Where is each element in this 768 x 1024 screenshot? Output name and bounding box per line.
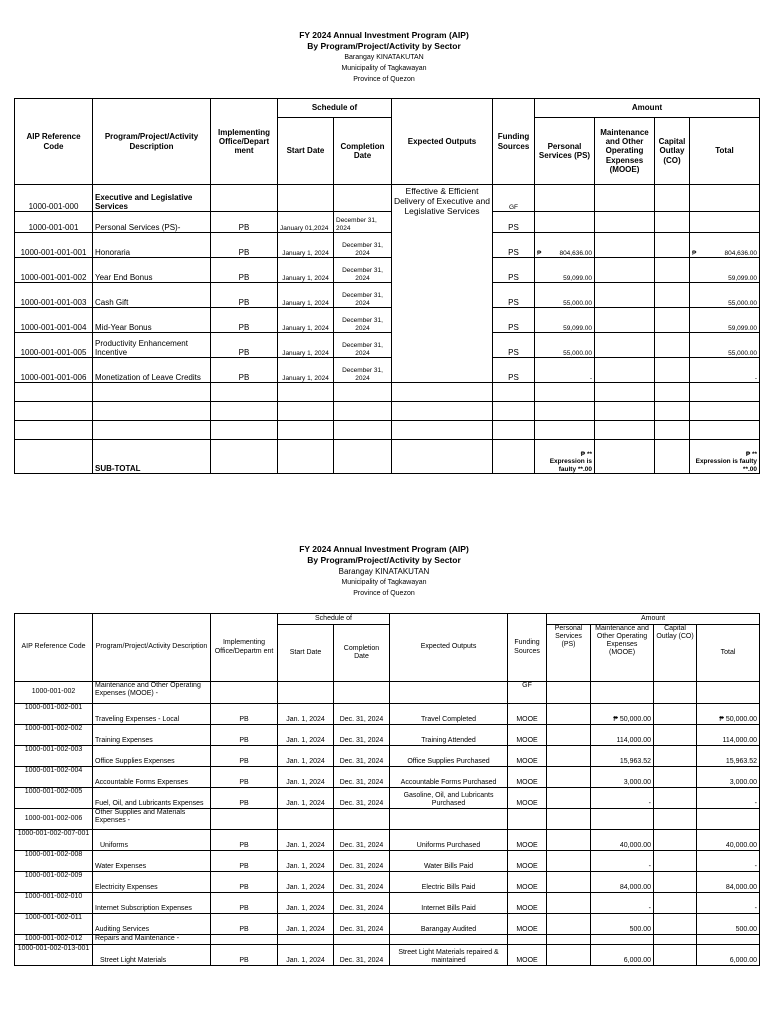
header-amount: Amount — [547, 614, 760, 625]
table-row: 1000-001-002-013-001 Street Light Materials PB Jan. 1, 2024 Dec. 31, 2024 Street Light Materials repaired & maintained MOOE 6,000.00 6,000.00 — [15, 945, 760, 966]
table-row: 1000-001-002 Maintenance and Other Operating Expenses (MOOE) - GF — [15, 682, 760, 704]
aip-table-mooe — [14, 613, 760, 966]
subtotal-label: SUB-TOTAL — [93, 440, 211, 474]
table-row: 1000-001-002-011 Auditing Services PB Jan. 1, 2024 Dec. 31, 2024 Barangay Audited MOOE 500.00 500.00 — [15, 914, 760, 935]
table-row: 1000-001-002-002 Training Expenses PB Jan. 1, 2024 Dec. 31, 2024 Training Attended MOOE 114,000.00 114,000.00 — [15, 725, 760, 746]
table-row: 1000-001-001-001 Honoraria PB January 1, 2024 December 31, 2024 PS ₱ 804,636.00 ₱ 804,636.00 — [15, 233, 760, 258]
barangay-name: Barangay KINATAKUTAN — [338, 567, 430, 576]
error-text: Expression is faulty **.00 — [695, 458, 758, 473]
header-office: Implementing Office/Depart ment — [211, 99, 278, 185]
report-subtitle: By Program/Project/Activity by Sector — [307, 41, 461, 51]
table-row: 1000-001-002-012 Repairs and Maintenance - — [15, 935, 760, 945]
table-row: 1000-001-002-009 Electricity Expenses PB Jan. 1, 2024 Dec. 31, 2024 Electric Bills Paid MOOE 84,000.00 84,000.00 — [15, 872, 760, 893]
peso-icon: ₱ — [537, 249, 542, 257]
header-amount: Amount — [535, 99, 760, 118]
header-aip-ref: AIP Reference Code — [15, 99, 93, 185]
header-total: Total — [697, 625, 760, 682]
report-subtitle: By Program/Project/Activity by Sector — [307, 555, 461, 565]
header-mooe: Maintenance and Other Operating Expenses (MOOE) — [591, 625, 654, 682]
header-ps: Personal Services (PS) — [535, 118, 595, 185]
header-schedule: Schedule of — [278, 99, 392, 118]
table-row: 1000-001-000 Executive and Legislative Services Effective & Efficient Delivery of Executive and Legislative Services GF — [15, 185, 760, 212]
aip-table-ps — [14, 98, 760, 474]
table-row: 1000-001-001-005 Productivity Enhancement Incentive PB January 1, 2024 December 31, 2024 PS 55,000.00 55,000.00 — [15, 333, 760, 358]
header-funding: Funding Sources — [508, 614, 547, 682]
table-row: 1000-001-001-003 Cash Gift PB January 1, 2024 December 31, 2024 PS 55,000.00 55,000.00 — [15, 283, 760, 308]
table-row: 1000-001-002-004 Accountable Forms Expenses PB Jan. 1, 2024 Dec. 31, 2024 Accountable Forms Purchased MOOE 3,000.00 3,000.00 — [15, 767, 760, 788]
report-title: FY 2024 Annual Investment Program (AIP) — [299, 544, 469, 554]
header-co: Capital Outlay (CO) — [655, 118, 690, 185]
table-row: 1000-001-001-002 Year End Bonus PB January 1, 2024 December 31, 2024 PS 59,099.00 59,099.00 — [15, 258, 760, 283]
ps-subtotal: ₱ ** Expression is faulty **.00 — [535, 440, 595, 474]
table-row: 1000-001-002-003 Office Supplies Expenses PB Jan. 1, 2024 Dec. 31, 2024 Office Supplies Purchased MOOE 15,963.52 15,963.52 — [15, 746, 760, 767]
province-name: Province of Quezon — [353, 590, 415, 597]
expected-output: Effective & Efficient Delivery of Executive and Legislative Services — [392, 185, 493, 383]
header-start: Start Date — [278, 118, 334, 185]
subtotal-row — [15, 440, 760, 474]
table-row: 1000-001-002-005 Fuel, Oil, and Lubricants Expenses PB Jan. 1, 2024 Dec. 31, 2024 Gasoline, Oil, and Lubricants Purchased MOOE - - — [15, 788, 760, 809]
total-subtotal: ₱ ** Expression is faulty **.00 — [690, 440, 760, 474]
peso-icon: ₱ — [580, 450, 586, 458]
table-row: 1000-001-002-010 Internet Subscription Expenses PB Jan. 1, 2024 Dec. 31, 2024 Internet Bills Paid MOOE - - — [15, 893, 760, 914]
report-title: FY 2024 Annual Investment Program (AIP) — [299, 30, 469, 40]
municipality-name: Municipality of Tagkawayan — [341, 65, 427, 72]
header-ps: Personal Services (PS) — [547, 625, 591, 682]
header-completion: Completion Date — [334, 625, 390, 682]
peso-icon: ₱ — [692, 249, 697, 257]
table-row: 1000-001-002-006 Other Supplies and Materials Expenses - — [15, 809, 760, 830]
header-start: Start Date — [278, 625, 334, 682]
province-name: Province of Quezon — [353, 76, 415, 83]
header-outputs: Expected Outputs — [390, 614, 508, 682]
header-co: Capital Outlay (CO) — [654, 625, 697, 682]
header-schedule: Schedule of — [278, 614, 390, 625]
section1-header — [0, 30, 768, 85]
header-funding: Funding Sources — [493, 99, 535, 185]
peso-icon: ₱ — [719, 715, 724, 723]
peso-icon: ₱ — [613, 715, 618, 723]
error-text: Expression is faulty **.00 — [549, 458, 592, 473]
header-description: Program/Project/Activity Description — [93, 99, 211, 185]
table-row: 1000-001-002-008 Water Expenses PB Jan. 1, 2024 Dec. 31, 2024 Water Bills Paid MOOE - - — [15, 851, 760, 872]
header-aip-ref: AIP Reference Code — [15, 614, 93, 682]
table-row: 1000-001-002-001 Traveling Expenses - Local PB Jan. 1, 2024 Dec. 31, 2024 Travel Completed MOOE ₱ 50,000.00 ₱ 50,000.00 — [15, 704, 760, 725]
peso-icon: ₱ — [745, 450, 751, 458]
header-completion: Completion Date — [334, 118, 392, 185]
municipality-name: Municipality of Tagkawayan — [341, 579, 427, 586]
header-mooe: Maintenance and Other Operating Expenses (MOOE) — [595, 118, 655, 185]
header-total: Total — [690, 118, 760, 185]
section2-header — [0, 544, 768, 599]
table-row: 1000-001-001-004 Mid-Year Bonus PB January 1, 2024 December 31, 2024 PS 59,099.00 59,099.00 — [15, 308, 760, 333]
header-description: Program/Project/Activity Description — [93, 614, 211, 682]
barangay-name: Barangay KINATAKUTAN — [344, 54, 424, 61]
header-outputs: Expected Outputs — [392, 99, 493, 185]
table-row: 1000-001-002-007-001 Uniforms PB Jan. 1, 2024 Dec. 31, 2024 Uniforms Purchased MOOE 40,000.00 40,000.00 — [15, 830, 760, 851]
header-office: Implementing Office/Departm ent — [211, 614, 278, 682]
table-row: 1000-001-001 Personal Services (PS)- PB January 01,2024 December 31, 2024 PS — [15, 212, 760, 233]
table-row: 1000-001-001-006 Monetization of Leave Credits PB January 1, 2024 December 31, 2024 PS - - — [15, 358, 760, 383]
